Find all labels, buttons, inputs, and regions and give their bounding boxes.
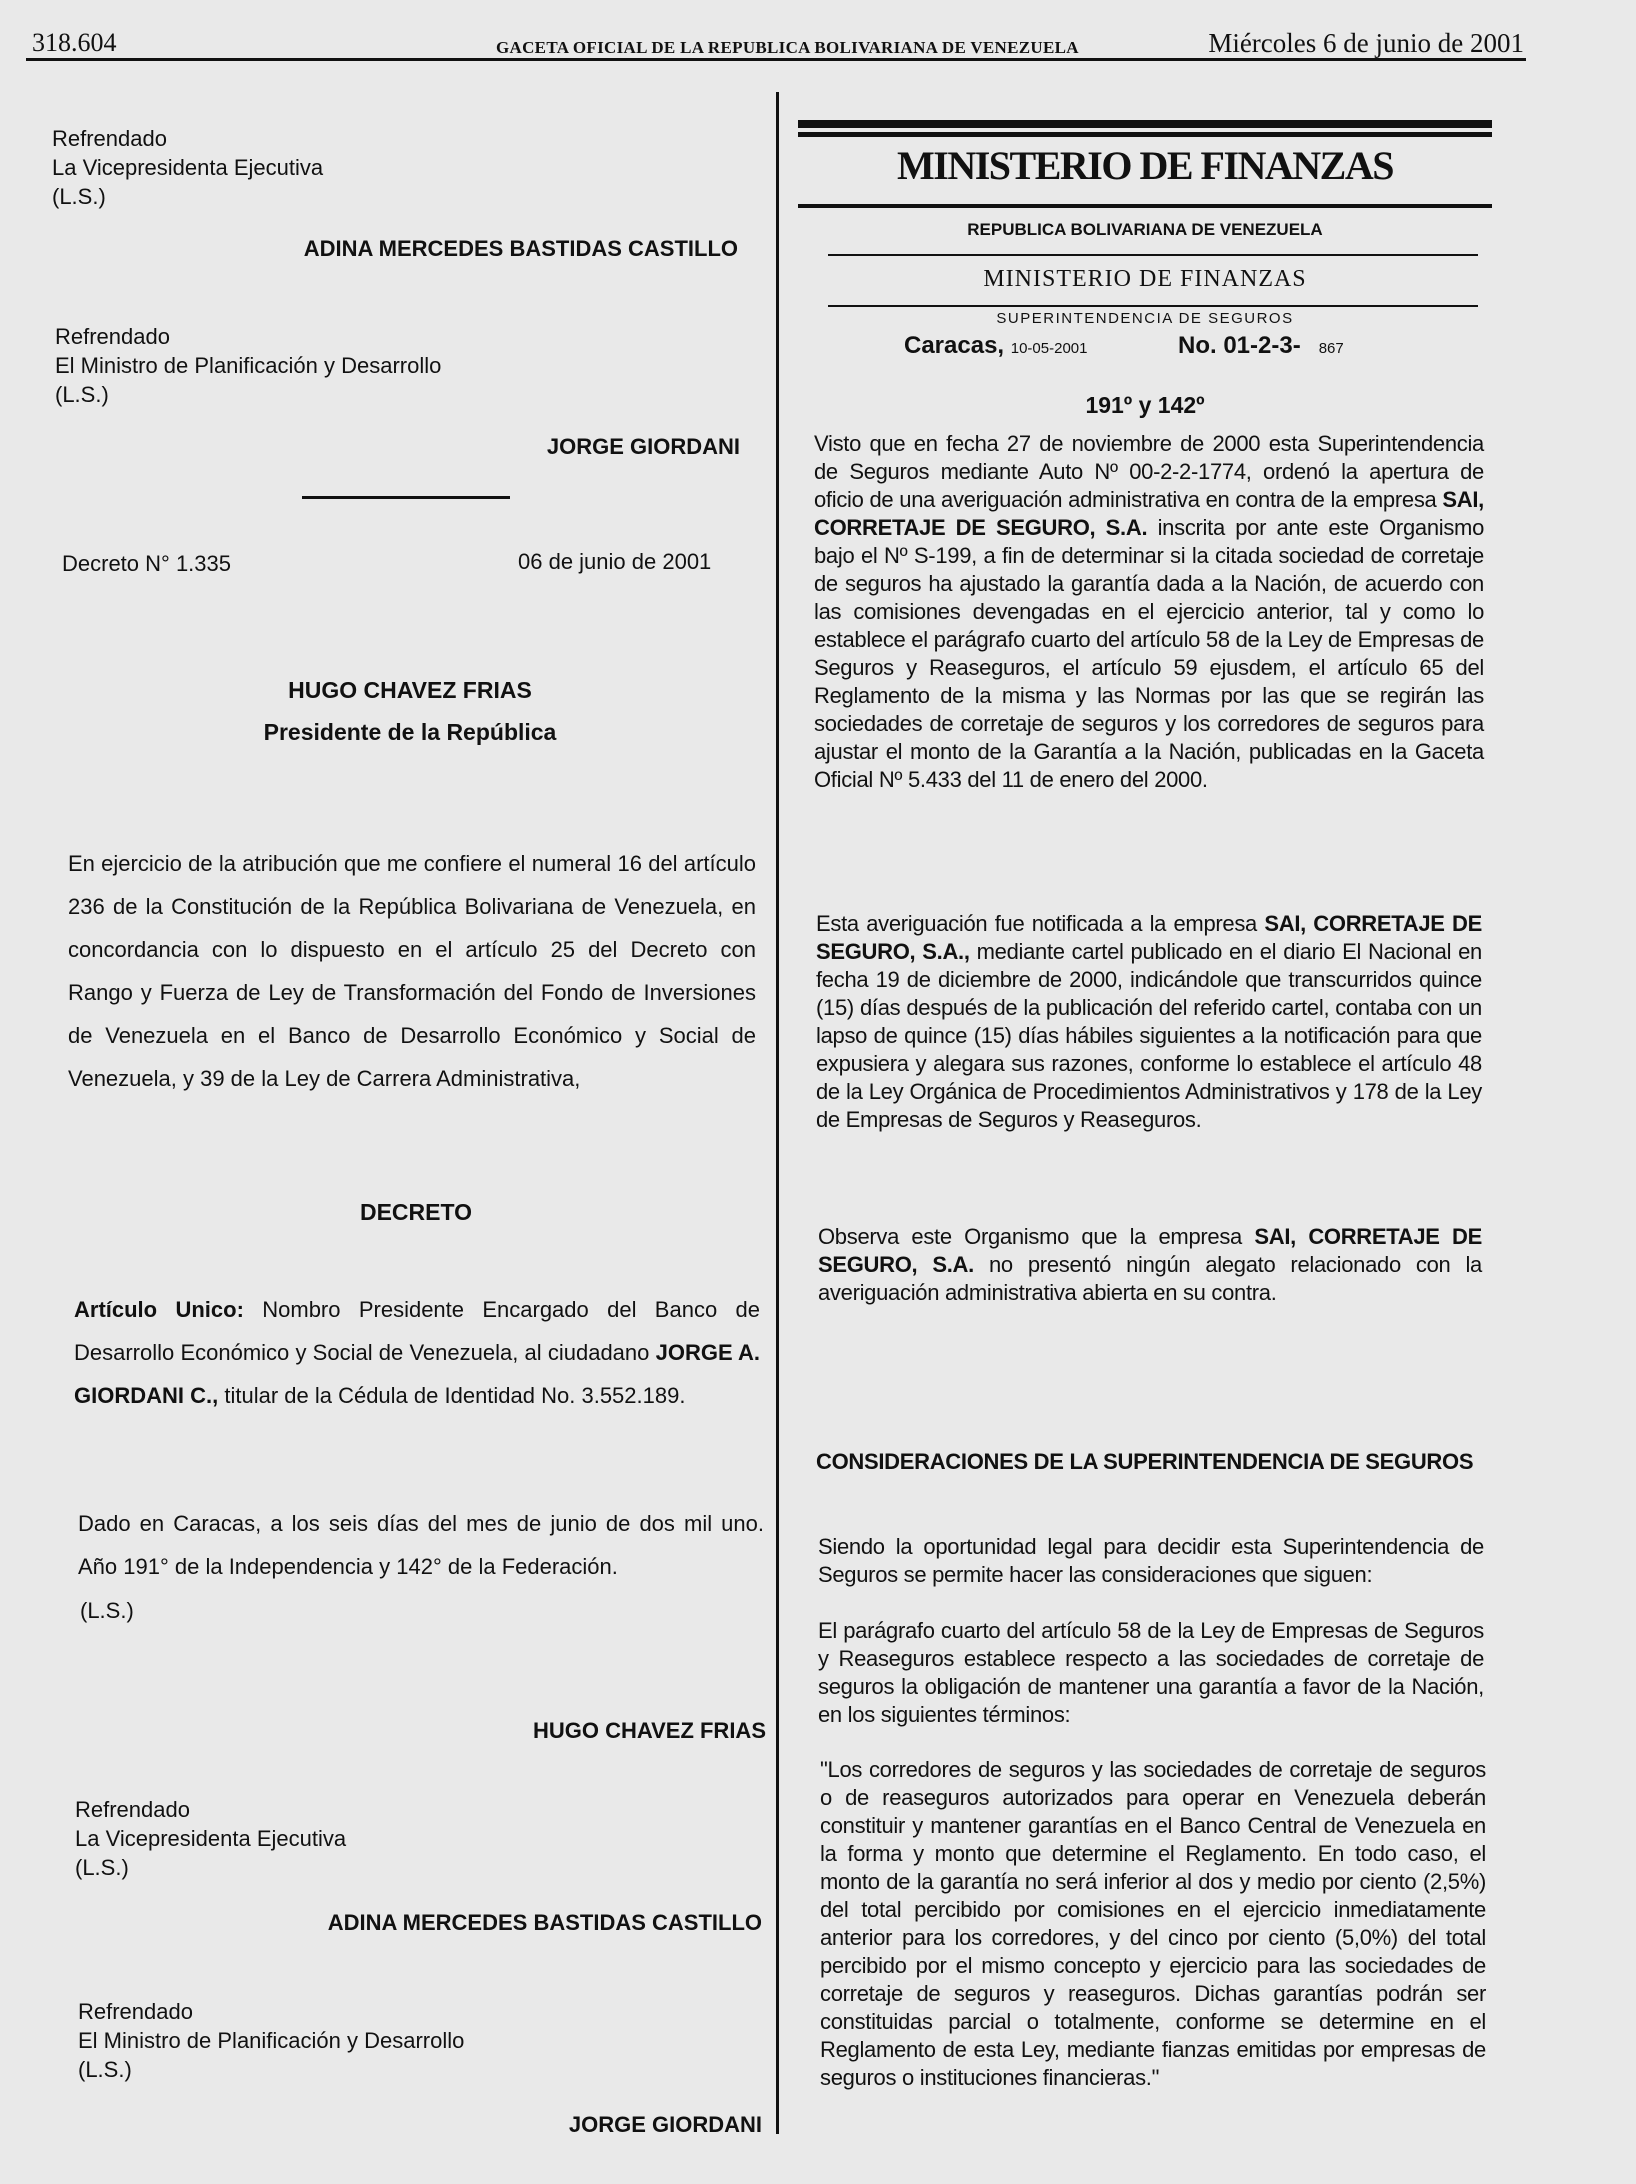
separator-rule	[302, 496, 510, 499]
consideraciones-heading: CONSIDERACIONES DE LA SUPERINTENDENCIA DE SEGUROS	[816, 1449, 1474, 1474]
paragraph-text: no presentó ningún alegato relacionado con la averiguación administrativa abierta en su contra.	[818, 1252, 1482, 1305]
seal-mark: (L.S.)	[55, 382, 109, 407]
observa-paragraph	[818, 1223, 1482, 1307]
number-suffix: 867	[1318, 340, 1344, 357]
seal-mark: (L.S.)	[75, 1855, 129, 1880]
paragraph-text: Observa este Organismo que la empresa	[818, 1224, 1255, 1249]
refrendado-label: Refrendado	[78, 1999, 193, 2024]
city: Caracas,	[904, 332, 1005, 359]
refrendado-block-1	[52, 124, 772, 211]
decree-number: Decreto N° 1.335	[62, 551, 231, 576]
thin-rule	[828, 254, 1478, 256]
banner-rule-top	[798, 120, 1492, 128]
superintendencia-line: SUPERINTENDENCIA DE SEGUROS	[996, 310, 1294, 327]
refrendado-office: La Vicepresidenta Ejecutiva	[52, 155, 324, 180]
thin-rule	[828, 305, 1478, 307]
refrendado-label: Refrendado	[55, 324, 170, 349]
decree-date: 06 de junio de 2001	[518, 549, 712, 574]
resolution-place-date	[904, 332, 1087, 360]
company-name: SAI, CORRETAJE DE SEGURO, S.A.,	[816, 911, 1482, 964]
consideraciones-paragraph-1: Siendo la oportunidad legal para decidir esta Superintendencia de Seguros se permite hacer las consideraciones que siguen:	[818, 1534, 1484, 1587]
refrendado-office: El Ministro de Planificación y Desarrollo	[78, 2028, 465, 2053]
legal-quote: "Los corredores de seguros y las sociedades de corretaje de seguros o de reaseguros autorizados para operar en Venezuela deberán constituir y mantener garantías en el Banco Central de Venezuela en la forma y monto que determine el Reglamento. En todo caso, el monto de la garantía no será inferior al dos y medio por ciento (2,5%) del total percibido por comisiones en el ejercicio inmediatamente anterior para los corredores, y del cinco por ciento (5,0%) del total percibido por el mismo concepto y ejercicio para las sociedades de corretaje de seguros y reaseguros. Dichas garantías podrán ser constituidas parcial o totalmente, conforme se determine en el Reglamento de esta Ley, mediante fianzas emitidas por empresas de seguros o instituciones financieras."	[820, 1757, 1486, 2090]
seal-mark: (L.S.)	[78, 2057, 132, 2082]
refrendado-label: Refrendado	[52, 126, 167, 151]
refrendado-block-3	[75, 1795, 795, 1882]
decree-preamble: En ejercicio de la atribución que me confiere el numeral 16 del artículo 236 de la Constitución de la República Bolivariana de Venezuela, en concordancia con lo dispuesto en el artículo 25 del Decreto con Rango y Fuerza de Ley de Transformación del Fondo de Inversiones de Venezuela en el Banco de Desarrollo Económico y Social de Venezuela, y 39 de la Ley de Carrera Administrativa,	[68, 851, 756, 1091]
article-text: Nombro Presidente Encargado del Banco de Desarrollo Económico y Social de Venezuela, al ciudadano	[74, 1297, 761, 1365]
ministry-banner: MINISTERIO DE FINANZAS	[897, 143, 1393, 188]
company-name: SAI, CORRETAJE DE SEGURO, S.A.	[814, 487, 1484, 540]
paragraph-text: mediante cartel publicado en el diario El Nacional en fecha 19 de diciembre de 2000, indicándole que transcurridos quince (15) días después de la publicación del referido cartel, contaba con un lapso de quince (15) días hábiles siguientes a la notificación para que expusiera y alegara sus razones, conforme lo establece el artículo 48 de la Ley Orgánica de Procedimientos Administrativos y 178 de la Ley de Empresas de Seguros y Reaseguros.	[816, 939, 1482, 1132]
seal-mark: (L.S.)	[80, 1598, 134, 1623]
company-name: SAI, CORRETAJE DE SEGURO, S.A.	[818, 1224, 1482, 1277]
number-label: No. 01-2-3-	[1178, 332, 1301, 359]
banner-rule-bottom	[798, 204, 1492, 208]
resolution-date: 10-05-2001	[1010, 340, 1088, 357]
republic-line: REPUBLICA BOLIVARIANA DE VENEZUELA	[967, 220, 1323, 239]
signer-name: ADINA MERCEDES BASTIDAS CASTILLO	[327, 1910, 762, 1935]
paragraph-text: inscrita por ante este Organismo bajo el Nº S-199, a fin de determinar si la citada sociedad de corretaje de seguros ha ajustado la garantía dada a la Nación, de acuerdo con las comisiones devengadas en el ejercicio anterior, tal y como lo establece el parágrafo cuarto del artículo 58 de la Ley de Empresas de Seguros y Reaseguros, el artículo 59 ejusdem, el artículo 65 del Reglamento de la misma y las Normas por las que se regirán las sociedades de corretaje de seguros y los corredores de seguros para ajustar el monto de la Garantía a la Nación, publicadas en la Gaceta Oficial Nº 5.433 del 11 de enero del 2000.	[814, 515, 1485, 792]
resolution-number	[1178, 332, 1344, 360]
seal-mark: (L.S.)	[52, 184, 106, 209]
header-rule	[26, 58, 1526, 61]
notificacion-paragraph	[816, 910, 1482, 1134]
refrendado-office: La Vicepresidenta Ejecutiva	[75, 1826, 347, 1851]
president-name: HUGO CHAVEZ FRIAS	[288, 677, 532, 703]
signer-name: ADINA MERCEDES BASTIDAS CASTILLO	[303, 236, 738, 261]
refrendado-block-4	[78, 1997, 798, 2084]
issue-date: Miércoles 6 de junio de 2001	[1208, 28, 1524, 58]
president-title: Presidente de la República	[263, 719, 557, 745]
dado-en-caracas: Dado en Caracas, a los seis días del mes de junio de dos mil uno. Año 191° de la Independencia y 142° de la Federación.	[78, 1511, 764, 1579]
signer-name: JORGE GIORDANI	[546, 434, 740, 459]
refrendado-office: El Ministro de Planificación y Desarrollo	[55, 353, 442, 378]
signer-name: JORGE GIORDANI	[568, 2112, 762, 2137]
president-signature: HUGO CHAVEZ FRIAS	[532, 1718, 766, 1743]
paragraph-text: Visto que en fecha 27 de noviembre de 2000 esta Superintendencia de Seguros mediante Auto Nº 00-2-2-1774, ordenó la apertura de oficio de una averiguación administrativa en contra de la empresa	[814, 431, 1484, 512]
refrendado-block-2	[55, 322, 775, 409]
refrendado-label: Refrendado	[75, 1797, 190, 1822]
paragraph-text: Esta averiguación fue notificada a la empresa	[816, 911, 1265, 936]
visto-paragraph	[814, 430, 1484, 794]
article-name: JORGE A. GIORDANI C.,	[74, 1340, 760, 1408]
article-label: Artículo Unico:	[74, 1297, 244, 1322]
page-number: 318.604	[32, 28, 117, 57]
consideraciones-paragraph-2: El parágrafo cuarto del artículo 58 de la Ley de Empresas de Seguros y Reaseguros establece respecto a las sociedades de corretaje de seguros la obligación de mantener una garantía a favor de la Nación, en los siguientes términos:	[818, 1618, 1484, 1727]
article-text-end: titular de la Cédula de Identidad No. 3.552.189.	[218, 1383, 686, 1408]
banner-rule-top-2	[798, 132, 1492, 137]
decreto-heading: DECRETO	[359, 1199, 473, 1225]
publication-title: GACETA OFICIAL DE LA REPUBLICA BOLIVARIANA DE VENEZUELA	[496, 38, 1079, 57]
ministry-line: MINISTERIO DE FINANZAS	[983, 266, 1307, 292]
article-unico	[74, 1288, 760, 1417]
years-line: 191º y 142º	[1085, 392, 1205, 418]
